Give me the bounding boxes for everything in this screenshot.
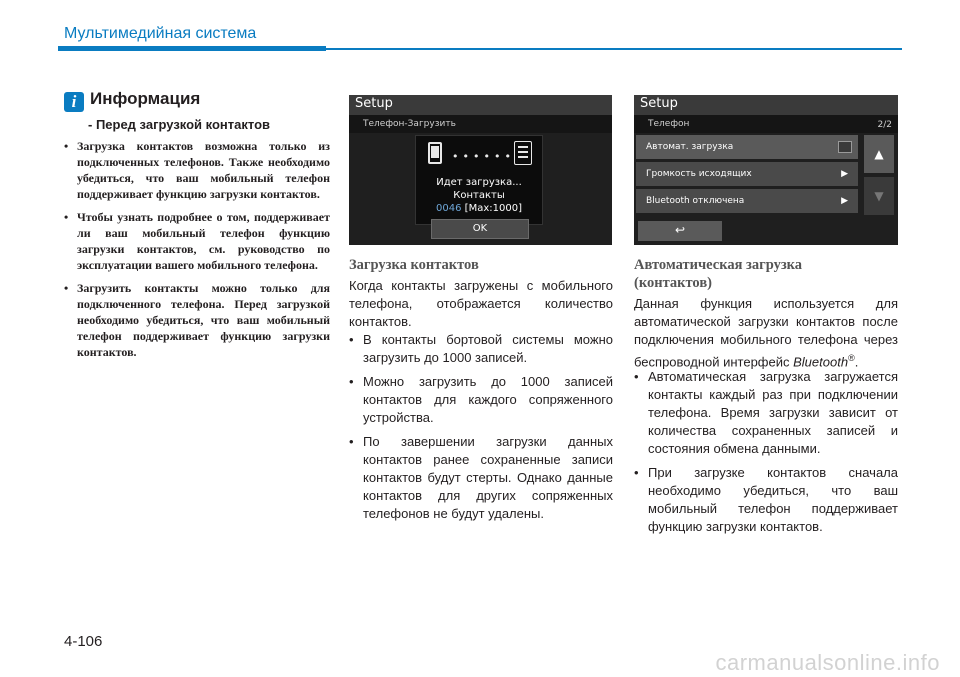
section-list — [634, 368, 898, 542]
section-title — [634, 256, 802, 292]
menu-item-auto-download[interactable] — [636, 135, 858, 159]
list-item: • Автоматическая загрузка загружается контакты каждый раз при подключении телефона. Время загрузки зависит от количества сохраненных записей и состояния обмена данными. — [634, 368, 898, 458]
arrow-up-icon: ▲ — [874, 147, 884, 161]
menu-item-label: Bluetooth отключена — [646, 196, 745, 206]
document-icon — [514, 141, 532, 165]
arrow-right-icon: ▶ — [841, 196, 848, 206]
progress-dots: •••••• — [452, 150, 515, 163]
intro-end: . — [854, 354, 859, 370]
section-title-line2: (контактов) — [634, 275, 712, 291]
list-item: • Можно загрузить до 1000 записей контактов для каждого сопряженного устройства. — [349, 373, 613, 427]
screen-subtitle: Телефон-Загрузить — [349, 115, 612, 133]
info-bullet: • Чтобы узнать подробнее о том, поддерживает ли ваш мобильный телефон функцию загрузки контактов, см. руководство по эксплуатации вашего мобильного телефона. — [64, 209, 330, 273]
info-title: Информация — [90, 89, 201, 108]
phone-settings-screen — [634, 95, 898, 245]
page-number: 4-106 — [64, 633, 103, 650]
menu-item-outgoing-volume[interactable] — [636, 162, 858, 186]
screen-subtitle: Телефон — [634, 115, 898, 133]
arrow-right-icon: ▶ — [841, 169, 848, 179]
info-bullet: • Загрузить контакты можно только для подключенного телефона. Перед загрузкой необходимо убедиться, что ваш мобильный телефон поддерживает функцию загрузки контактов. — [64, 280, 330, 360]
back-button[interactable] — [638, 221, 722, 241]
download-count-line — [416, 202, 542, 215]
watermark: carmanualsonline.info — [715, 650, 940, 675]
registered-mark: ® — [848, 353, 855, 363]
list-item: • В контакты бортовой системы можно загрузить до 1000 записей. — [349, 331, 613, 367]
download-popup — [415, 135, 543, 225]
bluetooth-brand: Bluetooth — [793, 354, 849, 370]
back-icon: ↩ — [674, 223, 686, 237]
intro-text: Данная функция используется для автоматической загрузки контактов после подключения мобильного телефона через беспроводной интерфейс — [634, 296, 898, 370]
menu-item-bluetooth-off[interactable] — [636, 189, 858, 213]
menu-item-label: Громкость исходящих — [646, 169, 752, 179]
scroll-up-button[interactable] — [864, 135, 894, 173]
scroll-down-button[interactable] — [864, 177, 894, 215]
section-title: Загрузка контактов — [349, 257, 479, 273]
section-list — [349, 331, 613, 529]
info-subtitle: - Перед загрузкой контактов — [88, 117, 271, 132]
ok-button[interactable]: OK — [431, 219, 529, 239]
header-rule-thin — [326, 48, 902, 50]
checkbox-icon[interactable] — [838, 141, 852, 153]
list-item: • При загрузке контактов сначала необходимо убедиться, что ваш мобильный телефон поддерживает функцию загрузки контактов. — [634, 464, 898, 536]
page-indicator: 2/2 — [877, 120, 892, 130]
list-item: • По завершении загрузки данных контактов ранее сохраненные записи контактов будут стерты. Однако данные контактов для других сопряженных телефонов не будут удалены. — [349, 433, 613, 523]
menu-item-label: Автомат. загрузка — [646, 142, 734, 152]
section-intro — [634, 295, 898, 371]
download-max: [Max:1000] — [464, 203, 522, 214]
phone-icon — [428, 142, 442, 164]
download-count: 0046 — [436, 203, 462, 214]
header-rule — [58, 46, 326, 51]
info-bullet: • Загрузка контактов возможна только из подключенных телефонов. Также необходимо убедиться, что ваш мобильный телефон поддерживает функцию загрузки контактов. — [64, 138, 330, 202]
download-screen — [349, 95, 612, 245]
page-section-title: Мультимедийная система — [64, 25, 257, 42]
info-icon: i — [64, 92, 84, 112]
arrow-down-icon: ▼ — [874, 189, 884, 203]
screen-title: Setup — [634, 95, 898, 115]
screen-title: Setup — [349, 95, 612, 115]
status-line2: Контакты — [453, 190, 505, 201]
section-intro: Когда контакты загружены с мобильного телефона, отображается количество контактов. — [349, 278, 613, 329]
section-title-line1: Автоматическая загрузка — [634, 257, 803, 273]
status-line1: Идет загрузка... — [436, 177, 522, 188]
info-list — [64, 138, 330, 367]
